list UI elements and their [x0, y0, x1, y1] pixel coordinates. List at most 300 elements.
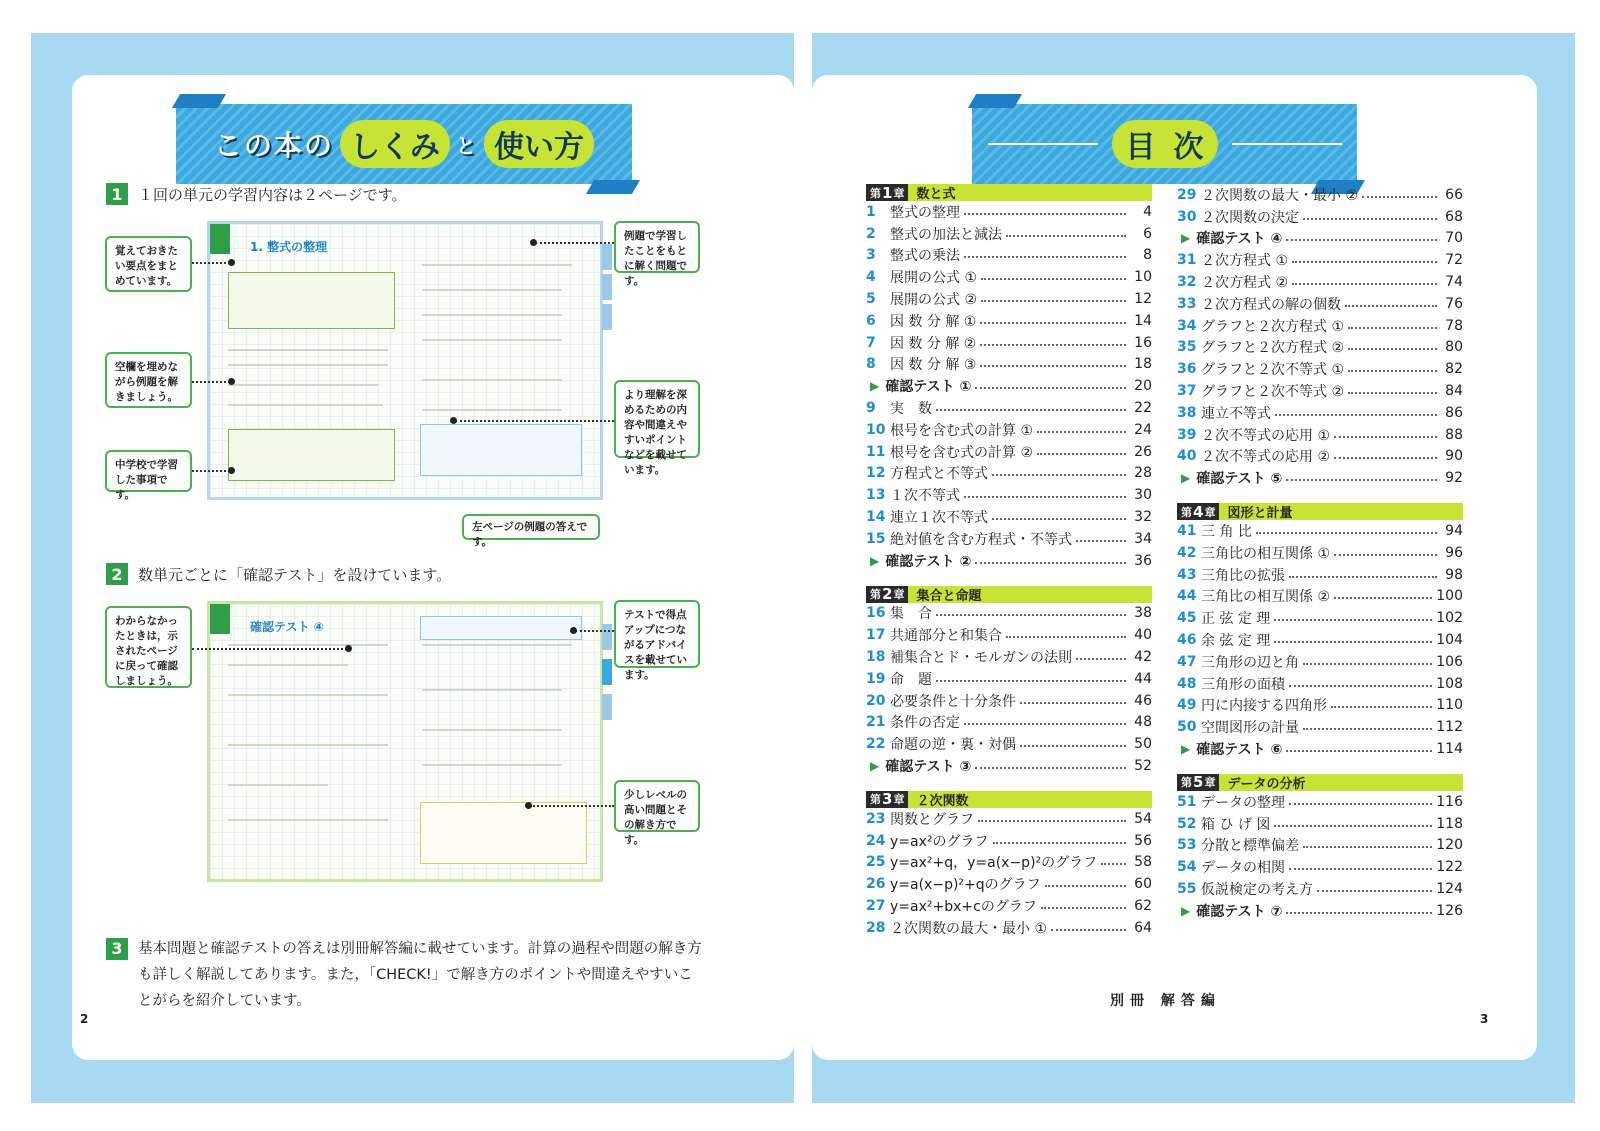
toc-item[interactable] [866, 266, 1152, 288]
toc-item-title: 余 弦 定 理 [1201, 633, 1271, 650]
toc-item[interactable] [1177, 716, 1463, 738]
toc-item-title: 確認テスト ② [885, 553, 972, 570]
banner-text-1: この本の [213, 129, 334, 162]
toc-item[interactable] [866, 245, 1152, 267]
dot-leader [1334, 436, 1437, 438]
toc-chapter-title: 集合と命題 [916, 588, 982, 604]
toc-item-title: y=a(x−p)²+qのグラフ [890, 877, 1041, 894]
toc-item-title: 補集合とド・モルガンの法則 [890, 650, 1072, 667]
toc-item-number: 17 [866, 627, 886, 644]
toc-item-page: 92 [1445, 470, 1463, 487]
toc-chapter-title: 数と式 [916, 187, 956, 202]
dot-leader [1274, 641, 1432, 643]
dot-leader [1289, 868, 1432, 870]
dot-leader [1286, 479, 1437, 481]
toc-item-title: 円に内接する四角形 [1201, 698, 1327, 715]
dot-leader [1303, 663, 1432, 665]
dot-leader [964, 213, 1126, 215]
dot-leader [1275, 414, 1437, 416]
toc-item[interactable] [1177, 586, 1463, 608]
toc-item[interactable] [866, 506, 1152, 528]
toc-item-title: y=ax²のグラフ [890, 833, 989, 850]
toc-item-title: y=ax²+q，y=a(x−p)²のグラフ [890, 855, 1098, 872]
toc-item-number: 55 [1177, 881, 1197, 897]
dot-leader [981, 278, 1126, 280]
dot-leader [993, 842, 1127, 844]
toc-test-item[interactable] [1177, 228, 1463, 250]
toc-item-number: 44 [1177, 588, 1197, 605]
dot-leader [1292, 261, 1437, 263]
toc-item[interactable] [866, 830, 1152, 852]
callout-junior-high: 中学校で学習した事項です。 [105, 450, 192, 492]
toc-item-title: 正 弦 定 理 [1201, 611, 1271, 628]
toc-item-page: 94 [1445, 523, 1463, 540]
toc-item-page: 12 [1134, 291, 1152, 308]
toc-item[interactable] [866, 288, 1152, 310]
toc-item-number: 47 [1177, 653, 1197, 670]
toc-item-title: 確認テスト ⑦ [1196, 903, 1283, 920]
toc-item-title: 条件の否定 [890, 715, 960, 732]
toc-item-title: 根号を含む式の計算 ② [890, 444, 1034, 461]
toc-item-title: 実 数 [890, 401, 932, 418]
toc-test-item[interactable] [1177, 467, 1463, 489]
toc-chapter-4[interactable]: 第 4 章 図形と計量 [1177, 503, 1463, 520]
toc-chapter-1[interactable]: 第 1 章 数と式 [866, 184, 1152, 201]
triangle-arrow-icon: ▶ [870, 379, 880, 394]
toc-spacer [1177, 760, 1463, 774]
toc-item[interactable] [1177, 673, 1463, 695]
toc-item-number: 52 [1177, 815, 1197, 832]
dot-leader [936, 409, 1126, 411]
toc-item[interactable] [866, 419, 1152, 441]
toc-item-title: 整式の加法と減法 [890, 226, 1002, 243]
toc-item[interactable] [866, 441, 1152, 463]
toc-item-title: 方程式と不等式 [890, 466, 988, 483]
toc-item-number: 42 [1177, 544, 1197, 561]
toc-item-page: 76 [1445, 295, 1463, 312]
dot-leader [1317, 890, 1432, 892]
usage-title-banner [176, 104, 632, 184]
toc-item[interactable] [1177, 856, 1463, 878]
section-3-text: 基本問題と確認テストの答えは別冊解答編に載せています。計算の過程や問題の解き方も詳しく解説してあります。また，「CHECK!」で解き方のポイントや間違えやすいことがらを紹介しています。 [138, 941, 702, 1009]
contents-title-banner [972, 104, 1357, 184]
toc-item-number: 48 [1177, 675, 1197, 692]
toc-item-number: 53 [1177, 837, 1197, 854]
dot-leader [964, 496, 1126, 498]
dot-leader [1006, 636, 1126, 638]
toc-item-number: 16 [866, 605, 886, 622]
toc-item[interactable] [1177, 607, 1463, 629]
toc-column-1 [866, 184, 1152, 939]
toc-item[interactable] [866, 917, 1152, 939]
toc-item-number: 2 [866, 225, 876, 242]
toc-item-page: 64 [1134, 919, 1152, 936]
dot-leader [1076, 658, 1126, 660]
toc-item-page: 60 [1134, 876, 1152, 893]
toc-item[interactable] [866, 397, 1152, 419]
toc-item[interactable] [1177, 542, 1463, 564]
banner-text-4: 使い方 [484, 120, 594, 168]
toc-test-item[interactable] [866, 375, 1152, 397]
toc-item-title: 三角形の辺と角 [1201, 654, 1299, 671]
section-2-number: 2 [106, 563, 128, 585]
toc-item-title: 命題の逆・裏・対偶 [890, 737, 1016, 754]
toc-item-number: 26 [866, 876, 886, 893]
contents-title: 目 次 [1112, 120, 1218, 168]
toc-item-title: 三角比の相互関係 ② [1201, 589, 1331, 606]
toc-item-title: 箱 ひ げ 図 [1201, 816, 1271, 833]
section-2-heading [106, 563, 451, 585]
toc-item[interactable] [866, 310, 1152, 332]
toc-item-page: 26 [1134, 443, 1152, 460]
toc-item-page: 38 [1134, 605, 1152, 622]
toc-item[interactable] [1177, 520, 1463, 542]
toc-item[interactable] [866, 733, 1152, 755]
sample-spread-2 [207, 601, 603, 882]
toc-item-page: 68 [1445, 208, 1463, 225]
toc-item-page: 122 [1436, 859, 1463, 876]
toc-item-page: 112 [1436, 719, 1463, 736]
toc-item[interactable] [1177, 271, 1463, 293]
toc-spacer [866, 777, 1152, 791]
toc-item-page: 96 [1445, 544, 1463, 561]
toc-item-page: 56 [1134, 832, 1152, 849]
toc-item-title: 確認テスト ⑤ [1196, 471, 1283, 488]
dot-leader [1348, 370, 1437, 372]
toc-chapter-title: データの分析 [1227, 776, 1306, 792]
toc-item-number: 9 [866, 400, 876, 417]
toc-item-number: 35 [1177, 339, 1197, 356]
toc-chapter-3[interactable]: 第 3 章 ２次関数 [866, 791, 1152, 808]
dot-leader [1331, 706, 1432, 708]
toc-item-number: 13 [866, 487, 886, 504]
toc-item-title: 集 合 [890, 606, 932, 623]
toc-item[interactable] [866, 646, 1152, 668]
dot-leader [964, 256, 1126, 258]
toc-item-page: 46 [1134, 692, 1152, 709]
toc-item[interactable] [1177, 315, 1463, 337]
toc-item-number: 27 [866, 898, 886, 914]
toc-item-title: 因 数 分 解 ② [890, 335, 977, 352]
toc-item-number: 1 [866, 203, 876, 220]
dot-leader [1045, 885, 1126, 887]
dot-leader [1334, 597, 1432, 599]
section-1-number: 1 [106, 183, 128, 205]
toc-item-number: 39 [1177, 426, 1197, 443]
toc-item-number: 29 [1177, 186, 1197, 203]
toc-item[interactable] [1177, 629, 1463, 651]
dot-leader [980, 344, 1126, 346]
dot-leader [980, 322, 1126, 324]
toc-item-page: 42 [1134, 649, 1152, 666]
toc-item[interactable] [866, 354, 1152, 376]
toc-chapter-2[interactable]: 第 2 章 集合と命題 [866, 586, 1152, 603]
toc-item-title: 連立不等式 [1201, 405, 1271, 422]
toc-item-title: 因 数 分 解 ③ [890, 357, 977, 374]
toc-test-item[interactable] [866, 755, 1152, 777]
toc-item[interactable] [1177, 651, 1463, 673]
toc-item-title: ２次関数の決定 [1201, 209, 1299, 226]
toc-item-number: 20 [866, 692, 886, 709]
toc-item-page: 124 [1436, 881, 1463, 897]
toc-item-number: 32 [1177, 274, 1197, 291]
triangle-arrow-icon: ▶ [870, 759, 880, 774]
dot-leader [1051, 929, 1126, 931]
toc-item-title: 共通部分と和集合 [890, 628, 1002, 645]
toc-item[interactable] [1177, 878, 1463, 900]
toc-item[interactable] [1177, 424, 1463, 446]
toc-item[interactable] [1177, 206, 1463, 228]
toc-item-page: 100 [1436, 588, 1463, 605]
toc-chapter-5[interactable]: 第 5 章 データの分析 [1177, 774, 1463, 791]
toc-item-number: 30 [1177, 208, 1197, 225]
dot-leader [1037, 453, 1126, 455]
toc-item-title: ２次方程式の解の個数 [1201, 296, 1341, 313]
toc-item[interactable] [1177, 358, 1463, 380]
toc-item-page: 104 [1436, 632, 1463, 649]
toc-item-page: 120 [1436, 837, 1463, 854]
dot-leader [978, 820, 1126, 822]
sample-2-title: 確認テスト ④ [250, 620, 324, 634]
section-2-text: 数単元ごとに「確認テスト」を設けています。 [138, 565, 452, 584]
toc-item-title: 整式の乗法 [890, 248, 960, 265]
toc-item-page: 106 [1436, 653, 1463, 670]
toc-item-page: 8 [1143, 247, 1152, 264]
dot-leader [1348, 327, 1437, 329]
toc-item-page: 4 [1143, 203, 1152, 220]
toc-spacer [1177, 489, 1463, 503]
toc-item[interactable] [866, 463, 1152, 485]
toc-item-page: 16 [1134, 334, 1152, 351]
dot-leader [936, 680, 1126, 682]
toc-item-page: 30 [1134, 487, 1152, 504]
toc-item-title: 三角比の拡張 [1201, 567, 1285, 584]
dot-leader [1286, 912, 1432, 914]
toc-item-number: 3 [866, 247, 876, 264]
toc-item-number: 23 [866, 810, 886, 827]
toc-spacer [866, 572, 1152, 586]
dot-leader [1289, 685, 1432, 687]
toc-item-title: 三角比の相互関係 ① [1201, 545, 1331, 562]
toc-item[interactable] [866, 808, 1152, 830]
toc-item-number: 37 [1177, 383, 1197, 400]
toc-item[interactable] [866, 223, 1152, 245]
toc-item-title: 整式の整理 [890, 204, 960, 221]
toc-item-page: 110 [1436, 697, 1463, 714]
triangle-arrow-icon: ▶ [1181, 471, 1191, 486]
dot-leader [980, 365, 1126, 367]
toc-item-title: データの相関 [1201, 860, 1285, 877]
toc-item-number: 40 [1177, 448, 1197, 465]
triangle-arrow-icon: ▶ [1181, 903, 1191, 918]
toc-item-number: 5 [866, 291, 876, 308]
toc-item-page: 52 [1134, 758, 1152, 775]
toc-item-page: 34 [1134, 530, 1152, 547]
dot-leader [1256, 532, 1437, 534]
dot-leader [1037, 431, 1126, 433]
toc-item[interactable] [866, 852, 1152, 874]
dot-leader [1348, 348, 1437, 350]
toc-item-page: 126 [1436, 902, 1463, 919]
toc-item[interactable] [1177, 695, 1463, 717]
toc-item-page: 72 [1445, 252, 1463, 269]
toc-item-number: 19 [866, 670, 886, 687]
dot-leader [1289, 803, 1432, 805]
section-3-number: 3 [106, 938, 128, 960]
toc-item-number: 43 [1177, 566, 1197, 583]
dot-leader [1289, 576, 1437, 578]
toc-item-number: 25 [866, 854, 886, 871]
toc-item[interactable] [866, 668, 1152, 690]
triangle-arrow-icon: ▶ [870, 553, 880, 568]
dot-leader [1362, 196, 1437, 198]
toc-item-title: グラフと２次方程式 ② [1201, 340, 1345, 357]
toc-item-page: 116 [1436, 793, 1463, 810]
toc-item-page: 36 [1134, 552, 1152, 569]
toc-item-number: 15 [866, 530, 886, 547]
toc-item-title: ２次不等式の応用 ① [1201, 427, 1331, 444]
toc-item[interactable] [1177, 813, 1463, 835]
toc-item[interactable] [866, 201, 1152, 223]
toc-test-item[interactable] [1177, 738, 1463, 760]
toc-item-title: 因 数 分 解 ① [890, 313, 977, 330]
toc-item-title: 根号を含む式の計算 ① [890, 422, 1034, 439]
toc-item-title: データの整理 [1201, 794, 1285, 811]
toc-item[interactable] [866, 528, 1152, 550]
toc-item-page: 88 [1445, 426, 1463, 443]
toc-item[interactable] [1177, 380, 1463, 402]
toc-item-title: 絶対値を含む方程式・不等式 [890, 531, 1072, 548]
toc-item-title: y=ax²+bx+cのグラフ [890, 899, 1037, 915]
toc-item-title: 確認テスト ③ [885, 759, 972, 776]
toc-item-number: 4 [866, 269, 876, 286]
toc-item-title: 三角形の面積 [1201, 676, 1285, 693]
toc-item-number: 38 [1177, 404, 1197, 421]
callout-practice: 例題で学習したことをもとに解く問題です。 [614, 221, 700, 273]
callout-examples: 空欄を埋めながら例題を解きましょう。 [105, 352, 192, 408]
toc-item-page: 40 [1134, 627, 1152, 644]
toc-item-number: 11 [866, 443, 886, 460]
toc-item[interactable] [1177, 446, 1463, 468]
toc-item-page: 108 [1436, 675, 1463, 692]
sample-1-title: 1. 整式の整理 [250, 240, 328, 254]
toc-item-number: 46 [1177, 632, 1197, 649]
toc-item-number: 45 [1177, 610, 1197, 627]
page-number-left: 2 [80, 1012, 89, 1026]
toc-item-number: 54 [1177, 859, 1197, 876]
toc-item-title: グラフと２次不等式 ② [1201, 384, 1345, 401]
toc-item-page: 80 [1445, 339, 1463, 356]
toc-item-title: 空間図形の計量 [1201, 720, 1299, 737]
toc-item-title: 連立１次不等式 [890, 510, 988, 527]
dot-leader [1303, 218, 1437, 220]
toc-item-number: 14 [866, 509, 886, 526]
toc-item[interactable] [1177, 249, 1463, 271]
banner-text-3: と [456, 133, 478, 158]
toc-item-number: 49 [1177, 697, 1197, 714]
toc-test-item[interactable] [866, 550, 1152, 572]
toc-item-page: 90 [1445, 448, 1463, 465]
toc-item[interactable] [1177, 835, 1463, 857]
dot-leader [936, 614, 1126, 616]
toc-item-number: 24 [866, 832, 886, 849]
toc-item[interactable] [1177, 402, 1463, 424]
toc-item-page: 102 [1436, 610, 1463, 627]
toc-item-title: ２次関数の最大・最小 ② [1201, 187, 1359, 204]
toc-item-number: 12 [866, 465, 886, 482]
toc-test-item[interactable] [1177, 900, 1463, 922]
toc-item[interactable] [866, 873, 1152, 895]
toc-item-number: 33 [1177, 295, 1197, 312]
triangle-arrow-icon: ▶ [1181, 742, 1191, 757]
toc-item[interactable] [866, 712, 1152, 734]
toc-item-title: 展開の公式 ① [890, 270, 978, 287]
toc-item-page: 114 [1436, 741, 1463, 758]
toc-item[interactable] [866, 332, 1152, 354]
callout-refer-back: わからなかったときは，示されたページに戻って確認しましょう。 [105, 606, 192, 688]
toc-item-page: 14 [1134, 312, 1152, 329]
toc-item-title: 確認テスト ④ [1196, 231, 1283, 248]
toc-item-page: 44 [1134, 670, 1152, 687]
sample-spread-1 [207, 221, 603, 500]
toc-item[interactable] [866, 624, 1152, 646]
answer-booklet-label: 別冊 解答編 [1110, 993, 1221, 1009]
toc-item-page: 84 [1445, 383, 1463, 400]
toc-item-page: 32 [1134, 509, 1152, 526]
toc-column-2 [1177, 184, 1463, 922]
callout-advanced: 少しレベルの高い問題とその解き方です。 [614, 780, 700, 832]
dot-leader [1101, 863, 1126, 865]
toc-item[interactable] [866, 484, 1152, 506]
toc-item[interactable] [1177, 791, 1463, 813]
toc-item[interactable] [866, 690, 1152, 712]
toc-item-page: 18 [1134, 356, 1152, 373]
dot-leader [992, 518, 1126, 520]
dot-leader [1274, 825, 1432, 827]
dot-leader [1006, 235, 1126, 237]
toc-item-title: 分散と標準偏差 [1201, 838, 1299, 855]
toc-item[interactable] [1177, 337, 1463, 359]
banner-text-2: しくみ [340, 120, 450, 168]
toc-item-number: 36 [1177, 361, 1197, 378]
toc-item-page: 22 [1134, 400, 1152, 417]
page-number-right: 3 [1480, 1012, 1489, 1026]
toc-item-number: 34 [1177, 317, 1197, 334]
toc-item-number: 50 [1177, 719, 1197, 736]
toc-item[interactable] [1177, 293, 1463, 315]
toc-item-page: 118 [1436, 815, 1463, 832]
dot-leader [1303, 846, 1432, 848]
toc-item-page: 20 [1134, 378, 1152, 395]
toc-item-page: 54 [1134, 810, 1152, 827]
toc-item[interactable] [866, 603, 1152, 625]
dot-leader [1020, 745, 1126, 747]
dot-leader [1286, 239, 1437, 241]
toc-item[interactable] [1177, 564, 1463, 586]
toc-item[interactable] [866, 895, 1152, 917]
dot-leader [975, 562, 1126, 564]
toc-item-number: 21 [866, 714, 886, 731]
toc-chapter-title: 図形と計量 [1227, 506, 1293, 522]
toc-item-number: 51 [1177, 793, 1197, 810]
toc-item-number: 10 [866, 421, 886, 438]
toc-item-title: ２次関数の最大・最小 ① [890, 920, 1048, 937]
callout-deeper-understanding: より理解を深めるための内容や間違えやすいポイントなどを載せています。 [614, 380, 700, 458]
toc-item-number: 41 [1177, 523, 1197, 540]
dot-leader [975, 767, 1126, 769]
toc-item[interactable] [1177, 184, 1463, 206]
toc-item-title: 命 題 [890, 671, 932, 688]
